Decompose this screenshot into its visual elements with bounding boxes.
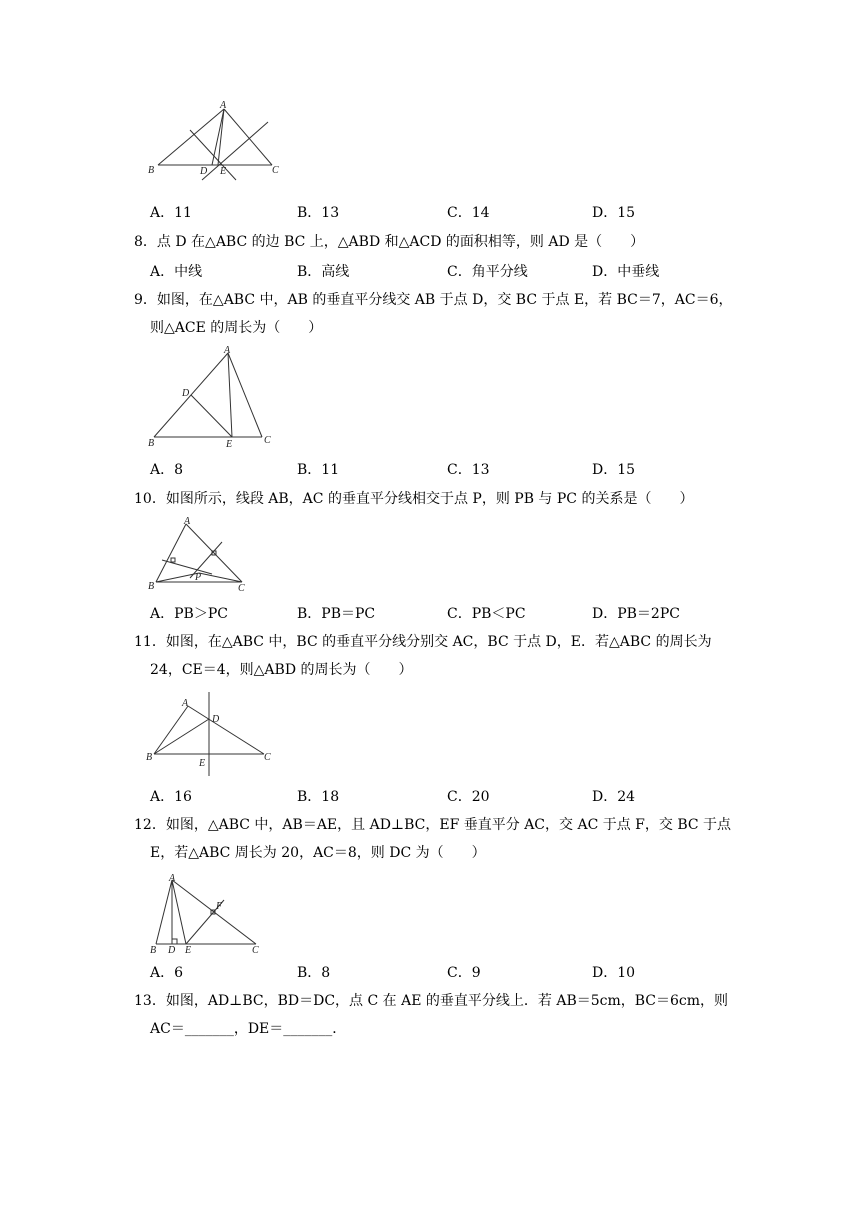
q12-figure	[142, 870, 272, 958]
q7-label-c: C	[272, 165, 279, 176]
q9-line1: 如图，在△ABC 中，AB 的垂直平分线交 AB 于点 D，交 BC 于点 E，若 BC＝7，AC＝6，	[156, 292, 733, 308]
q9-option-d[interactable]: D．15	[592, 462, 636, 478]
q9-label-e: E	[226, 439, 233, 450]
q8-option-c[interactable]: C．角平分线	[447, 264, 528, 280]
q12-line1: 如图，△ABC 中，AB＝AE，且 AD⊥BC，EF 垂直平分 AC，交 AC 于点 F，交 BC 于点	[165, 817, 732, 833]
q11-option-d[interactable]: D．24	[592, 789, 636, 805]
q9-stem	[134, 286, 734, 342]
q9-line2: 则△ACE 的周长为（ ）	[150, 320, 323, 336]
q11-number: 11．	[134, 634, 166, 650]
q11-label-e: E	[199, 758, 206, 769]
q11-stem	[134, 628, 734, 684]
q9-figure	[140, 345, 280, 451]
q8-text: 点 D 在△ABC 的边 BC 上，△ABD 和△ACD 的面积相等，则 AD 是（ ）	[156, 234, 645, 250]
q10-number: 10．	[134, 491, 166, 507]
q11-option-b[interactable]: B．18	[297, 789, 340, 805]
q7-option-c[interactable]: C．14	[447, 205, 490, 221]
q11-label-a: A	[182, 698, 189, 709]
q7-label-e: E	[220, 166, 227, 177]
q10-figure	[142, 514, 252, 594]
q8-option-a[interactable]: A．中线	[150, 264, 203, 280]
q9-option-c[interactable]: C．13	[447, 462, 490, 478]
q11-option-a[interactable]: A．16	[150, 789, 192, 805]
q12-option-c[interactable]: C．9	[447, 965, 481, 981]
q12-line2: E，若△ABC 周长为 20，AC＝8，则 DC 为（ ）	[150, 845, 486, 861]
q10-option-b[interactable]: B．PB＝PC	[297, 606, 376, 622]
q13-stem	[134, 987, 734, 1043]
q12-option-a[interactable]: A．6	[150, 965, 184, 981]
q12-label-b: B	[150, 945, 157, 956]
q11-label-c: C	[264, 752, 271, 763]
q9-label-b: B	[148, 438, 155, 449]
q9-label-d: D	[182, 388, 190, 399]
q10-label-a: A	[184, 516, 191, 527]
q12-label-e: E	[185, 945, 192, 956]
q10-option-c[interactable]: C．PB＜PC	[447, 606, 526, 622]
q11-line2: 24，CE＝4，则△ABD 的周长为（ ）	[150, 662, 413, 678]
q7-option-b[interactable]: B．13	[297, 205, 340, 221]
q9-label-a: A	[224, 345, 231, 356]
q12-options	[150, 962, 710, 982]
q11-line1: 如图，在△ABC 中，BC 的垂直平分线分别交 AC，BC 于点 D，E．若△ABC 的周长为	[165, 634, 712, 650]
q10-options	[150, 603, 710, 623]
q9-option-b[interactable]: B．11	[297, 462, 340, 478]
q12-stem	[134, 811, 734, 867]
q7-option-d[interactable]: D．15	[592, 205, 636, 221]
q10-label-b: B	[148, 581, 155, 592]
q11-options	[150, 786, 710, 806]
q7-label-a: A	[220, 100, 227, 111]
q12-label-a: A	[169, 873, 176, 884]
q9-option-a[interactable]: A．8	[150, 462, 184, 478]
q8-option-d[interactable]: D．中垂线	[592, 264, 660, 280]
q9-options	[150, 459, 710, 479]
q12-label-f: F	[216, 901, 223, 912]
q10-stem	[134, 485, 734, 513]
q8-stem	[134, 228, 734, 256]
q9-number: 9．	[134, 292, 157, 308]
q8-options	[150, 261, 710, 281]
q10-label-p: P	[195, 572, 202, 583]
q11-label-b: B	[146, 752, 153, 763]
q13-line1: 如图，AD⊥BC，BD＝DC，点 C 在 AE 的垂直平分线上．若 AB＝5cm，BC＝6cm，则	[165, 993, 729, 1009]
q8-number: 8．	[134, 234, 157, 250]
q12-option-d[interactable]: D．10	[592, 965, 636, 981]
q10-label-c: C	[238, 583, 245, 594]
q10-option-d[interactable]: D．PB＝2PC	[592, 606, 680, 622]
q7-figure	[140, 100, 290, 182]
q12-label-d: D	[168, 945, 176, 956]
q7-option-a[interactable]: A．11	[150, 205, 192, 221]
q8-option-b[interactable]: B．高线	[297, 264, 350, 280]
q7-label-b: B	[148, 165, 155, 176]
q10-option-a[interactable]: A．PB＞PC	[150, 606, 228, 622]
q9-label-c: C	[264, 435, 271, 446]
q12-option-b[interactable]: B．8	[297, 965, 331, 981]
q12-number: 12．	[134, 817, 166, 833]
q7-options	[150, 202, 710, 222]
q7-label-d: D	[200, 166, 208, 177]
q11-figure	[142, 690, 282, 780]
q13-number: 13．	[134, 993, 166, 1009]
q13-line2: AC＝_______，DE＝_______．	[150, 1021, 347, 1037]
q11-label-d: D	[212, 714, 220, 725]
q11-option-c[interactable]: C．20	[447, 789, 490, 805]
q10-text: 如图所示，线段 AB，AC 的垂直平分线相交于点 P，则 PB 与 PC 的关系是（ ）	[165, 491, 694, 507]
q12-label-c: C	[252, 945, 259, 956]
